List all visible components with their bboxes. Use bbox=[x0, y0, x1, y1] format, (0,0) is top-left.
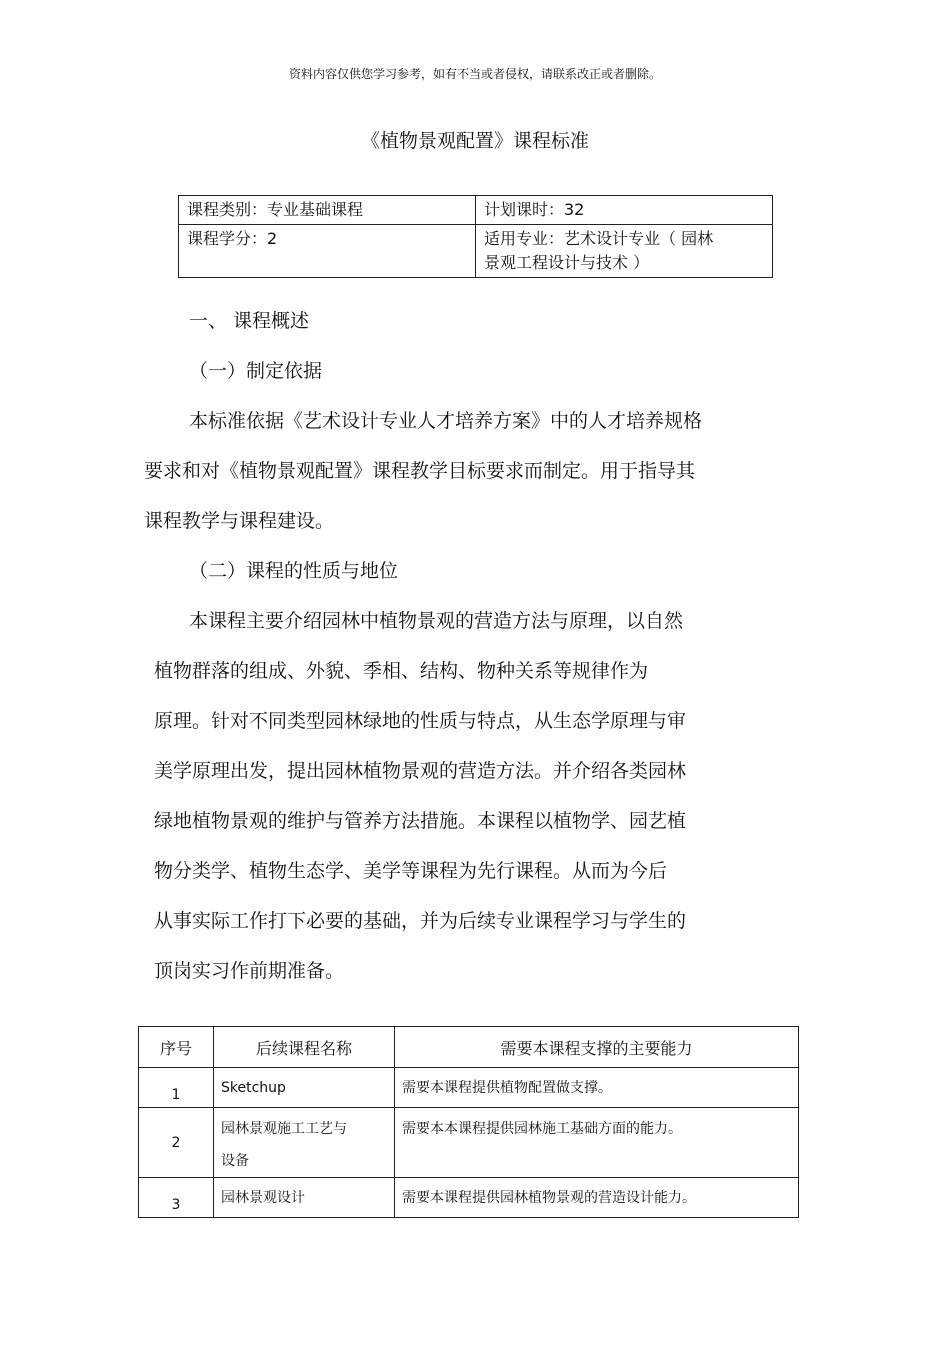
row-ability: 需要本本课程提供园林施工基础方面的能力。 bbox=[395, 1108, 799, 1178]
paragraph-line: 物分类学、植物生态学、美学等课程为先行课程。从而为今后 bbox=[154, 860, 668, 882]
header-index: 序号 bbox=[139, 1027, 214, 1068]
disclaimer-header: 资料内容仅供您学习参考，如有不当或者侵权，请联系改正或者删除。 bbox=[288, 67, 661, 81]
paragraph-line: 原理。针对不同类型园林绿地的性质与特点，从生态学原理与审 bbox=[154, 710, 687, 732]
paragraph-line: 要求和对《植物景观配置》课程教学目标要求而制定。用于指导其 bbox=[144, 460, 696, 482]
row-index: 3 bbox=[139, 1178, 214, 1218]
course-info-row bbox=[179, 196, 773, 225]
table-row bbox=[139, 1178, 799, 1218]
paragraph-line: 美学原理出发，提出园林植物景观的营造方法。并介绍各类园林 bbox=[154, 760, 687, 782]
table-row bbox=[139, 1108, 799, 1178]
paragraph-line: 植物群落的组成、外貌、季相、结构、物种关系等规律作为 bbox=[154, 660, 649, 682]
course-name-line: 设备 bbox=[221, 1153, 249, 1169]
subsection-heading-basis: （一）制定依据 bbox=[189, 360, 323, 382]
course-name-line: 园林景观施工工艺与 bbox=[221, 1121, 347, 1137]
course-info-row bbox=[179, 225, 773, 278]
row-ability: 需要本课程提供园林植物景观的营造设计能力。 bbox=[395, 1178, 799, 1218]
table-header-row bbox=[139, 1027, 799, 1068]
paragraph-line: 本课程主要介绍园林中植物景观的营造方法与原理，以自然 bbox=[189, 610, 684, 632]
paragraph-line: 从事实际工作打下必要的基础，并为后续专业课程学习与学生的 bbox=[154, 910, 687, 932]
subsection-heading-nature: （二）课程的性质与地位 bbox=[189, 560, 399, 582]
paragraph-line: 顶岗实习作前期准备。 bbox=[154, 960, 345, 982]
paragraph-line: 课程教学与课程建设。 bbox=[144, 510, 335, 532]
section-heading-overview: 一、 课程概述 bbox=[189, 310, 310, 332]
document-title: 《植物景观配置》课程标准 bbox=[360, 130, 589, 152]
applicable-major-line: 适用专业：艺术设计专业（ 园林 bbox=[484, 229, 714, 248]
paragraph-line: 本标准依据《艺术设计专业人才培养方案》中的人才培养规格 bbox=[189, 410, 703, 432]
table-row bbox=[139, 1068, 799, 1108]
planned-hours-cell: 计划课时：32 bbox=[476, 196, 773, 225]
row-index: 2 bbox=[139, 1108, 214, 1178]
course-credits-cell: 课程学分：2 bbox=[179, 225, 476, 278]
row-course-name: Sketchup bbox=[214, 1068, 395, 1108]
applicable-major-line: 景观工程设计与技术 ） bbox=[484, 253, 650, 272]
follow-up-courses-table bbox=[138, 1026, 799, 1218]
row-course-name bbox=[214, 1108, 395, 1178]
paragraph-line: 绿地植物景观的维护与管养方法措施。本课程以植物学、园艺植 bbox=[154, 810, 687, 832]
header-ability: 需要本课程支撑的主要能力 bbox=[395, 1027, 799, 1068]
row-index: 1 bbox=[139, 1068, 214, 1108]
row-course-name: 园林景观设计 bbox=[214, 1178, 395, 1218]
applicable-major-cell bbox=[476, 225, 773, 278]
row-ability: 需要本课程提供植物配置做支撑。 bbox=[395, 1068, 799, 1108]
header-course-name: 后续课程名称 bbox=[214, 1027, 395, 1068]
course-info-table bbox=[178, 195, 773, 278]
course-category-cell: 课程类别：专业基础课程 bbox=[179, 196, 476, 225]
